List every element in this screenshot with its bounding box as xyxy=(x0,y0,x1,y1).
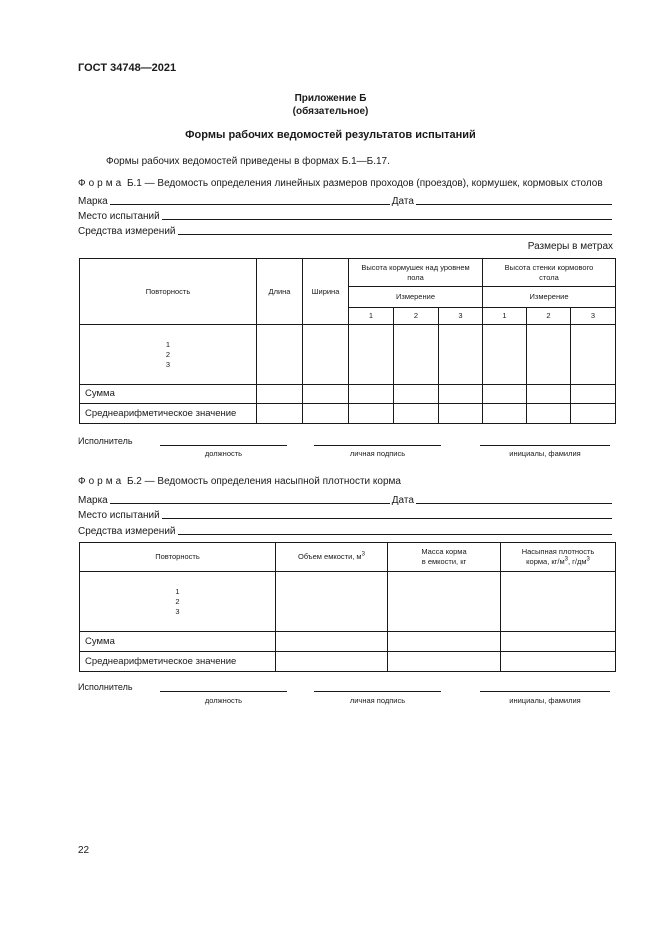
form1-tools-label: Средства измерений xyxy=(78,226,176,237)
annex-status: (обязательное) xyxy=(292,106,369,117)
form2-col-density xyxy=(501,543,616,572)
document-header: ГОСТ 34748—2021 xyxy=(78,62,177,74)
table-row xyxy=(80,572,616,632)
form1-table xyxy=(79,258,616,424)
form1-tools-field[interactable] xyxy=(178,234,612,235)
form2-position-caption: должность xyxy=(204,696,243,705)
form1-row-mean: Среднеарифметическое значение xyxy=(80,404,257,424)
form2-cell[interactable] xyxy=(276,572,388,632)
form2-signature-caption: личная подпись xyxy=(349,696,406,705)
form1-row-sum: Сумма xyxy=(80,385,257,404)
form2-col-volume-exp: 3 xyxy=(361,551,365,558)
form1-cell[interactable] xyxy=(303,325,349,385)
form1-m1-b: 1 xyxy=(483,308,527,325)
form2-cell[interactable] xyxy=(388,652,501,672)
form1-cell[interactable] xyxy=(257,385,303,404)
form1-signature-line[interactable] xyxy=(314,445,441,446)
annex-title xyxy=(0,92,661,118)
form2-col-mass-line1: Масса корма xyxy=(421,547,467,556)
form1-place-row xyxy=(78,208,614,222)
form2-date-label: Дата xyxy=(391,495,414,506)
form1-repeat-2: 2 xyxy=(165,349,171,359)
annex-intro: Формы рабочих ведомостей приведены в формах Б.1—Б.17. xyxy=(106,156,390,167)
form1-units: Размеры в метрах xyxy=(527,241,613,252)
form1-brand-field[interactable] xyxy=(110,204,390,205)
form1-place-field[interactable] xyxy=(162,219,612,220)
form1-cell[interactable] xyxy=(349,404,394,424)
form2-name-line[interactable] xyxy=(480,691,610,692)
form2-col-repeat: Повторность xyxy=(80,543,276,572)
form2-col-density-unit1: корма, кг/м xyxy=(526,557,565,566)
form1-cell[interactable] xyxy=(527,325,571,385)
table-row xyxy=(80,652,616,672)
form1-cell[interactable] xyxy=(257,404,303,424)
annex-heading: Формы рабочих ведомостей результатов испытаний xyxy=(185,129,476,141)
form1-cell[interactable] xyxy=(483,404,527,424)
form2-place-row xyxy=(78,507,614,521)
form1-cell[interactable] xyxy=(571,404,616,424)
form2-position-line[interactable] xyxy=(160,691,287,692)
form2-col-mass-line2: в емкости, кг xyxy=(421,557,467,566)
form2-tools-field[interactable] xyxy=(178,534,612,535)
form2-place-field[interactable] xyxy=(162,518,612,519)
form2-cell[interactable] xyxy=(501,652,616,672)
form1-col-wall-height: Высота стенки кормового стола xyxy=(483,259,616,287)
form1-tools-row xyxy=(78,223,614,237)
form1-name-caption: инициалы, фамилия xyxy=(509,449,581,458)
form2-col-volume-text: Объем емкости, м xyxy=(298,552,362,561)
form2-col-density-unit2: , г/дм xyxy=(567,557,587,566)
form2-col-volume xyxy=(276,543,388,572)
form1-cell[interactable] xyxy=(483,385,527,404)
form2-caption xyxy=(78,476,401,487)
form1-m3-a: 3 xyxy=(439,308,483,325)
form2-name-caption: инициалы, фамилия xyxy=(509,696,581,705)
form2-col-density-exp1: 3 xyxy=(564,556,568,563)
form2-label: Форма xyxy=(78,476,125,487)
form1-cell[interactable] xyxy=(571,325,616,385)
form2-row-mean: Среднеарифметическое значение xyxy=(80,652,276,672)
form2-date-field[interactable] xyxy=(416,503,612,504)
form2-row-sum: Сумма xyxy=(80,632,276,652)
form1-cell[interactable] xyxy=(349,325,394,385)
form1-executor-label: Исполнитель xyxy=(78,436,133,446)
form2-col-density-exp2: 3 xyxy=(586,556,590,563)
form1-repeat-3: 3 xyxy=(165,359,171,369)
form2-cell[interactable] xyxy=(501,632,616,652)
form2-col-mass xyxy=(388,543,501,572)
form1-position-caption: должность xyxy=(204,449,243,458)
form1-name-line[interactable] xyxy=(480,445,610,446)
form2-table xyxy=(79,542,616,672)
form2-brand-field[interactable] xyxy=(110,503,390,504)
form1-m2-a: 2 xyxy=(394,308,439,325)
form1-brand-date-row xyxy=(78,193,614,207)
form1-measurement-a: Измерение xyxy=(349,287,483,308)
form1-signature-caption: личная подпись xyxy=(349,449,406,458)
form1-cell[interactable] xyxy=(439,404,483,424)
page-number: 22 xyxy=(78,845,90,856)
form1-cell[interactable] xyxy=(303,385,349,404)
form1-col-repeat: Повторность xyxy=(80,259,257,325)
form1-m1-a: 1 xyxy=(349,308,394,325)
form1-label: Форма xyxy=(78,178,125,189)
form2-cell[interactable] xyxy=(388,572,501,632)
form1-col-length: Длина xyxy=(257,259,303,325)
form2-col-density-line2 xyxy=(501,557,615,567)
form2-cell[interactable] xyxy=(276,632,388,652)
table-row xyxy=(80,325,616,385)
form1-cell[interactable] xyxy=(394,325,439,385)
form2-repeats-cell xyxy=(80,572,276,632)
form1-place-label: Место испытаний xyxy=(78,211,160,222)
form2-tools-row xyxy=(78,523,614,537)
form2-cell[interactable] xyxy=(276,652,388,672)
form1-cell[interactable] xyxy=(527,385,571,404)
form2-signature-line[interactable] xyxy=(314,691,441,692)
form1-brand-label: Марка xyxy=(78,196,108,207)
form2-caption-text: Б.2 — Ведомость определения насыпной плотности корма xyxy=(126,476,401,487)
form2-cell[interactable] xyxy=(501,572,616,632)
annex-title-line: Приложение Б xyxy=(294,93,367,104)
form1-cell[interactable] xyxy=(571,385,616,404)
form2-col-density-line1: Насыпная плотность xyxy=(521,547,595,556)
table-row xyxy=(80,404,616,424)
form1-caption xyxy=(78,178,603,189)
form1-cell[interactable] xyxy=(394,385,439,404)
form2-brand-date-row xyxy=(78,492,614,506)
form2-repeat-2: 2 xyxy=(175,596,180,606)
form2-cell[interactable] xyxy=(388,632,501,652)
form1-cell[interactable] xyxy=(483,325,527,385)
form1-cell[interactable] xyxy=(439,325,483,385)
form2-repeat-3: 3 xyxy=(175,606,180,616)
form1-m2-b: 2 xyxy=(527,308,571,325)
form1-col-feeder-height: Высота кормушек над уровнем пола xyxy=(349,259,483,287)
form1-repeat-1: 1 xyxy=(165,339,171,349)
form1-repeats-cell xyxy=(80,325,257,385)
form1-m3-b: 3 xyxy=(571,308,616,325)
form1-date-field[interactable] xyxy=(416,204,612,205)
table-row xyxy=(80,632,616,652)
form1-position-line[interactable] xyxy=(160,445,287,446)
form2-brand-label: Марка xyxy=(78,495,108,506)
form1-cell[interactable] xyxy=(303,404,349,424)
form1-cell[interactable] xyxy=(257,325,303,385)
form1-cell[interactable] xyxy=(527,404,571,424)
form1-cell[interactable] xyxy=(349,385,394,404)
form1-date-label: Дата xyxy=(391,196,414,207)
form1-caption-text: Б.1 — Ведомость определения линейных размеров проходов (проездов), кормушек, кормовых столов xyxy=(126,178,603,189)
form1-measurement-b: Измерение xyxy=(483,287,616,308)
form1-cell[interactable] xyxy=(439,385,483,404)
form1-col-width: Ширина xyxy=(303,259,349,325)
form2-repeat-1: 1 xyxy=(175,586,180,596)
table-row xyxy=(80,385,616,404)
form2-tools-label: Средства измерений xyxy=(78,526,176,537)
form2-place-label: Место испытаний xyxy=(78,510,160,521)
form2-executor-label: Исполнитель xyxy=(78,682,133,692)
form1-cell[interactable] xyxy=(394,404,439,424)
